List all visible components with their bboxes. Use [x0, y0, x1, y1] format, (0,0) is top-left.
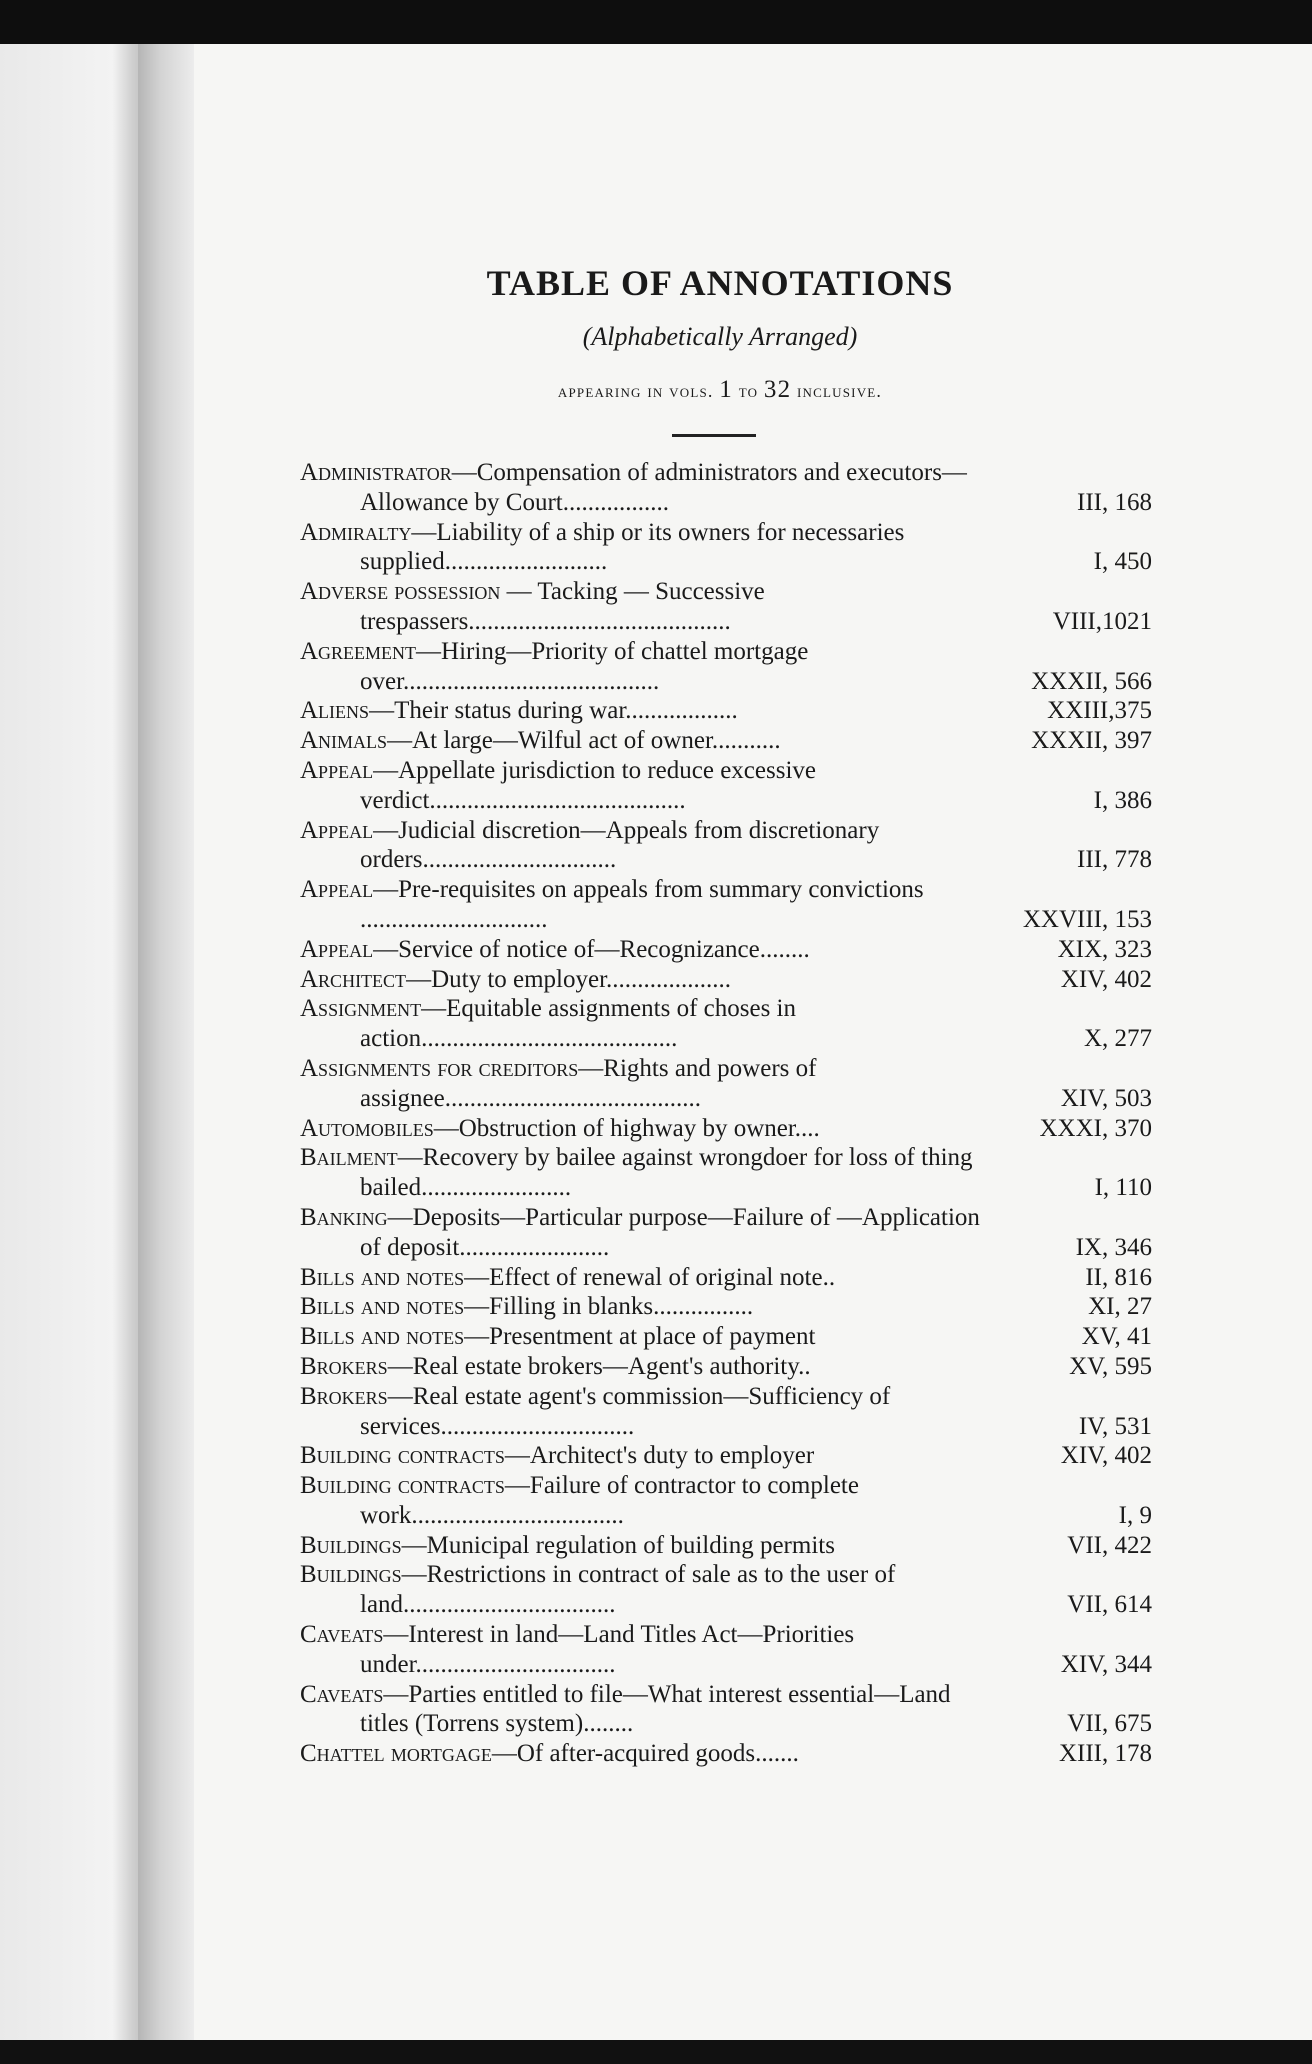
annotation-volume-page: XIV, 402 [1060, 1442, 1152, 1470]
annotation-subject: Building contracts [300, 1472, 505, 1500]
annotation-description: —Real estate brokers—Agent's authority.. [387, 1352, 811, 1380]
annotation-entry [300, 1203, 1152, 1263]
annotation-volume-page: XIV, 344 [1060, 1650, 1152, 1678]
annotation-subject: Bills and notes [300, 1263, 465, 1291]
page-subtitle: (Alphabetically Arranged) [582, 322, 858, 351]
annotation-text [300, 1143, 992, 1203]
annotation-description: —Pre-requisites on appeals from summary convictions .............................. [360, 876, 924, 933]
annotation-volume-page: XXXI, 370 [1039, 1114, 1152, 1142]
annotation-entry [300, 1054, 1152, 1114]
annotation-entry [300, 1560, 1152, 1620]
annotation-text [300, 875, 992, 935]
annotation-entry [300, 1739, 1152, 1769]
annotation-text [300, 1263, 992, 1293]
annotation-subject: Appeal [300, 816, 374, 844]
annotation-volume-page: XIX, 323 [1057, 935, 1152, 963]
annotation-description: —Architect's duty to employer [504, 1442, 815, 1470]
annotation-description: —Presentment at place of payment [464, 1323, 816, 1351]
annotation-subject: Bills and notes [300, 1293, 465, 1321]
annotation-text [300, 1054, 992, 1114]
annotation-subject: Appeal [300, 756, 374, 784]
annotation-text [300, 816, 992, 876]
annotation-volume-page: VII, 614 [1067, 1591, 1152, 1619]
annotation-subject: Agreement [300, 637, 417, 665]
volume-range-start: 1 [719, 376, 733, 403]
annotation-text [300, 1322, 992, 1352]
annotation-subject: Adverse possession [300, 578, 501, 606]
annotation-description: —Judicial discretion—Appeals from discretionary orders............................... [360, 816, 880, 874]
annotation-volume-page: III, 778 [1077, 846, 1152, 874]
annotation-description: —Real estate agent's commission—Sufficiency of services............................... [360, 1382, 891, 1440]
annotation-text [300, 1382, 992, 1442]
annotation-entry [300, 1292, 1152, 1322]
annotation-volume-page: VII, 422 [1067, 1531, 1152, 1559]
annotation-description: —Failure of contractor to complete work.................................. [360, 1472, 859, 1529]
volume-range-part2: to [738, 381, 759, 401]
annotation-volume-page: XV, 595 [1069, 1352, 1152, 1380]
annotation-volume-page: VII, 675 [1067, 1710, 1152, 1738]
annotation-text [300, 1471, 992, 1531]
annotation-subject: Caveats [300, 1680, 384, 1708]
annotation-subject: Banking [300, 1203, 388, 1231]
annotation-subject: Admiralty [300, 518, 412, 546]
annotation-volume-page: I, 450 [1093, 548, 1152, 576]
annotation-entry [300, 1322, 1152, 1352]
annotation-description: —Of after-acquired goods....... [491, 1740, 799, 1768]
annotation-description: —Their status during war.................. [369, 697, 738, 725]
annotation-volume-page: X, 277 [1083, 1025, 1152, 1053]
annotation-description: —At large—Wilful act of owner........... [387, 727, 781, 755]
annotation-text [300, 1680, 992, 1740]
annotation-volume-page: XI, 27 [1088, 1293, 1152, 1321]
annotation-entry [300, 1352, 1152, 1382]
annotation-entry [300, 1114, 1152, 1144]
annotations-list [300, 458, 1152, 1769]
annotation-text [300, 696, 992, 726]
annotation-text [300, 756, 992, 816]
annotation-entry [300, 1441, 1152, 1471]
annotation-entry [300, 1143, 1152, 1203]
annotation-description: —Duty to employer.................... [406, 965, 732, 993]
annotation-subject: Chattel mortgage [300, 1740, 492, 1768]
annotation-volume-page: III, 168 [1077, 488, 1152, 516]
annotation-volume-page: XIV, 402 [1060, 965, 1152, 993]
annotation-description: —Deposits—Particular purpose—Failure of —Application of deposit........................ [360, 1203, 980, 1261]
annotation-entry [300, 816, 1152, 876]
annotation-subject: Aliens [300, 697, 370, 725]
annotation-description: —Hiring—Priority of chattel mortgage over......................................... [360, 637, 809, 695]
annotation-entry [300, 577, 1152, 637]
annotation-volume-page: XXIII,375 [1047, 697, 1152, 725]
annotation-entry [300, 1680, 1152, 1740]
annotation-volume-page: I, 110 [1094, 1174, 1152, 1202]
annotation-volume-page: XIII, 178 [1058, 1740, 1152, 1768]
annotation-volume-page: I, 386 [1093, 786, 1152, 814]
annotation-text [300, 1560, 992, 1620]
annotation-subject: Architect [300, 965, 407, 993]
annotation-subject: Assignments for creditors [300, 1054, 579, 1082]
annotation-volume-page: IX, 346 [1075, 1233, 1152, 1261]
annotation-description: —Filling in blanks................ [464, 1293, 754, 1321]
annotation-volume-page: II, 816 [1085, 1263, 1152, 1291]
annotation-entry [300, 696, 1152, 726]
annotation-text [300, 518, 992, 578]
annotation-description: —Restrictions in contract of sale as to the user of land.................................. [360, 1561, 896, 1619]
title-divider-rule [672, 434, 756, 437]
annotation-entry [300, 1531, 1152, 1561]
annotation-text [300, 1292, 992, 1322]
annotation-text [300, 458, 992, 518]
annotation-subject: Automobiles [300, 1114, 434, 1142]
annotation-text [300, 577, 992, 637]
volume-range-line [430, 376, 1010, 404]
annotation-description: —Appellate jurisdiction to reduce excessive verdict......................................... [360, 756, 816, 814]
annotation-description: —Effect of renewal of original note.. [464, 1263, 836, 1291]
annotation-text [300, 1441, 992, 1471]
annotation-entry [300, 1382, 1152, 1442]
annotation-text [300, 994, 992, 1054]
annotation-volume-page: XXXII, 566 [1031, 667, 1152, 695]
annotation-subject: Bailment [300, 1144, 398, 1172]
annotation-description: —Parties entitled to file—What interest essential—Land titles (Torrens system)........ [360, 1680, 951, 1738]
annotation-subject: Buildings [300, 1561, 402, 1589]
volume-range-part1: appearing in vols. [557, 381, 714, 401]
annotation-subject: Bills and notes [300, 1323, 465, 1351]
annotation-description: —Interest in land—Land Titles Act—Priorities under................................ [360, 1621, 855, 1678]
annotation-subject: Building contracts [300, 1442, 505, 1470]
annotation-text [300, 726, 992, 756]
annotation-entry [300, 726, 1152, 756]
annotation-text [300, 1352, 992, 1382]
annotation-subject: Animals [300, 727, 388, 755]
annotation-entry [300, 875, 1152, 935]
annotation-description: —Liability of a ship or its owners for necessaries supplied.......................... [360, 518, 905, 576]
annotation-subject: Administrator [300, 459, 452, 486]
volume-range-part3: inclusive. [797, 381, 883, 401]
annotation-entry [300, 458, 1152, 518]
annotation-description: —Recovery by bailee against wrongdoer for loss of thing bailed........................ [360, 1144, 973, 1202]
annotation-text [300, 1620, 992, 1680]
annotation-description: —Rights and powers of assignee......................................... [360, 1054, 817, 1112]
annotation-text [300, 1531, 992, 1561]
annotation-subject: Buildings [300, 1531, 402, 1559]
annotation-subject: Appeal [300, 876, 374, 904]
annotation-text [300, 1203, 992, 1263]
facing-page-edge [0, 44, 150, 2040]
annotation-entry [300, 965, 1152, 995]
annotation-description: —Compensation of administrators and executors—Allowance by Court................. [360, 459, 967, 516]
annotation-text [300, 935, 992, 965]
annotation-description: —Municipal regulation of building permits [401, 1531, 835, 1559]
volume-range-end: 32 [763, 376, 792, 403]
annotation-volume-page: XIV, 503 [1060, 1084, 1152, 1112]
annotation-subject: Brokers [300, 1382, 388, 1410]
annotation-volume-page: IV, 531 [1078, 1412, 1152, 1440]
scanner-bottom-band [0, 2040, 1312, 2064]
annotation-subject: Caveats [300, 1621, 384, 1649]
annotation-subject: Appeal [300, 935, 374, 963]
annotation-description: —Obstruction of highway by owner.... [433, 1114, 820, 1142]
annotation-entry [300, 935, 1152, 965]
annotation-text [300, 965, 992, 995]
annotation-volume-page: VIII,1021 [1052, 607, 1152, 635]
page-title: TABLE OF ANNOTATIONS [486, 263, 954, 303]
book-gutter-shadow [138, 44, 194, 2040]
annotation-subject: Assignment [300, 995, 422, 1023]
annotation-entry [300, 1471, 1152, 1531]
annotation-description: —Service of notice of—Recognizance........ [373, 935, 810, 963]
annotation-entry [300, 1620, 1152, 1680]
annotation-description: — Tacking — Successive trespassers.......................................... [360, 578, 765, 635]
annotation-volume-page: I, 9 [1118, 1501, 1152, 1529]
annotation-entry [300, 994, 1152, 1054]
annotation-entry [300, 1263, 1152, 1293]
annotation-description: —Equitable assignments of choses in action......................................... [360, 995, 797, 1053]
annotation-volume-page: XV, 41 [1081, 1323, 1152, 1351]
annotation-text [300, 1739, 992, 1769]
annotation-volume-page: XXVIII, 153 [1022, 905, 1152, 933]
annotation-text [300, 1114, 992, 1144]
annotation-volume-page: XXXII, 397 [1031, 727, 1152, 755]
annotation-entry [300, 637, 1152, 697]
annotation-subject: Brokers [300, 1352, 388, 1380]
annotation-text [300, 637, 992, 697]
annotation-entry [300, 756, 1152, 816]
annotation-entry [300, 518, 1152, 578]
